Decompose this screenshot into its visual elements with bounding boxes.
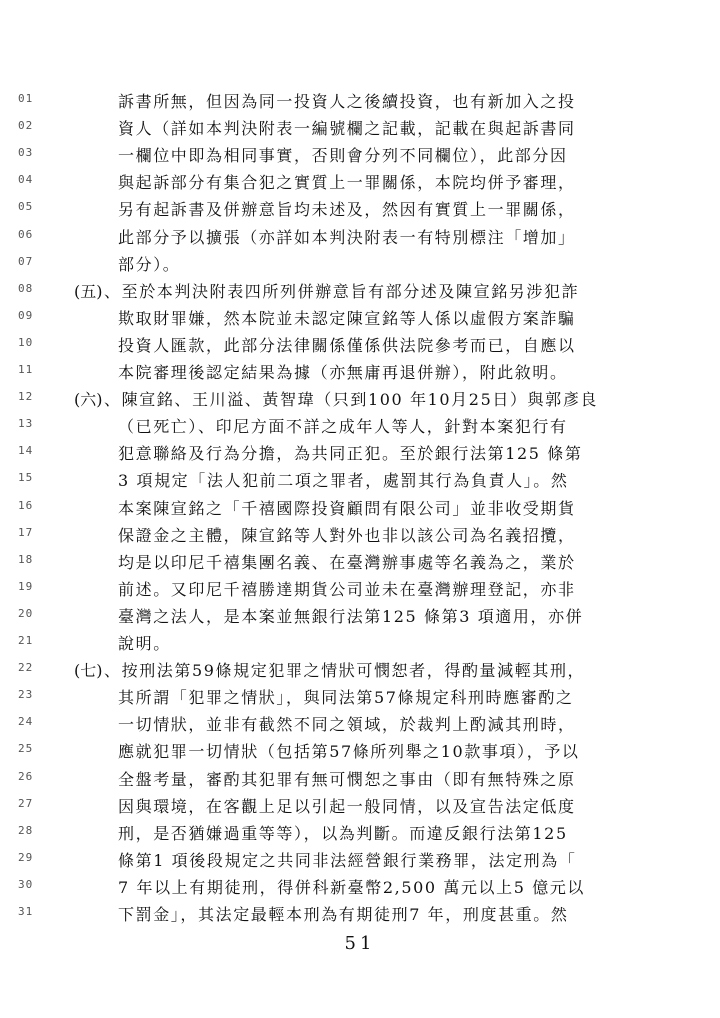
line-number: 22 [18,661,34,675]
text-line [0,793,720,820]
line-number: 01 [18,92,34,105]
line-number: 07 [18,254,34,268]
line-number: 04 [18,173,34,187]
line-text: 3 項規定「法人犯前二項之罪者，處罰其行為負責人」。然 [118,471,569,491]
line-number: 09 [18,308,34,322]
line-number: 28 [18,823,34,837]
text-line [0,115,720,142]
line-number: 15 [18,471,34,485]
text-line [0,820,720,847]
text-line [0,359,720,386]
text-line [0,224,720,251]
line-number: 17 [18,525,34,539]
line-text: 刑，是否猶嫌過重等等），以為判斷。而違反銀行法第125 [118,823,568,843]
line-text: 7 年以上有期徒刑，得併科新臺幣2,500 萬元以上5 億元以 [118,877,586,897]
text-line [0,901,720,928]
line-number: 11 [18,363,34,376]
line-number: 10 [18,335,34,349]
line-text: 本院審理後認定結果為據（亦無庸再退併辦），附此敘明。 [118,363,568,382]
line-text: 訴書所無，但因為同一投資人之後續投資，也有新加入之投 [118,92,576,111]
line-text: 前述。又印尼千禧勝達期貨公司並未在臺灣辦理登記，亦非 [118,579,576,599]
line-number: 27 [18,796,34,810]
text-line [0,711,720,738]
line-text: 保證金之主體，陳宣銘等人對外也非以該公司為名義招攬， [118,525,576,545]
line-text: 另有起訴書及併辦意旨均未述及，然因有實質上一罪關係， [118,200,576,220]
line-number: 05 [18,200,34,214]
text-line [0,630,720,657]
text-line [0,196,720,223]
text-line [0,305,720,332]
text-line [0,657,720,684]
line-text: 一切情狀，並非有截然不同之領域，於裁判上酌減其刑時， [118,715,576,735]
line-number: 02 [18,119,34,133]
line-text: 此部分予以擴張（亦詳如本判決附表一有特別標注「增加」 [118,227,576,247]
text-line [0,413,720,440]
text-line [0,495,720,522]
text-line [0,549,720,576]
line-text: 本案陳宣銘之「千禧國際投資顧問有限公司」並非收受期貨 [118,498,576,518]
text-line [0,142,720,169]
line-text: 說明。 [118,634,171,653]
line-text: 、陳宣銘、王川溢、黃智瑋（只到100 年10月25日）與郭彥良 [104,390,598,410]
line-text: 投資人匯款，此部分法律關係僅係供法院參考而已，自應以 [118,335,576,355]
line-number: 26 [18,769,34,783]
line-number: 25 [18,742,34,756]
line-text: （已死亡）、印尼方面不詳之成年人等人，針對本案犯行有 [118,417,568,437]
line-text: 欺取財罪嫌，然本院並未認定陳宣銘等人係以虛假方案詐騙 [118,308,576,328]
text-line [0,766,720,793]
text-line [0,332,720,359]
line-number: 20 [18,606,34,620]
line-number: 06 [18,227,34,241]
text-line [0,386,720,413]
line-number: 18 [18,552,34,566]
line-number: 23 [18,688,34,702]
text-line [0,603,720,630]
line-text: 條第1 項後段規定之共同非法經營銀行業務罪，法定刑為「 [118,850,577,870]
line-number: 13 [18,417,34,431]
line-text: 下罰金」，其法定最輕本刑為有期徒刑7 年，刑度甚重。然 [118,905,569,924]
line-number: 08 [18,281,34,295]
line-text: 、按刑法第59條規定犯罪之情狀可憫恕者，得酌量減輕其刑， [104,661,586,681]
line-text: 、至於本判決附表四所列併辦意旨有部分述及陳宣銘另涉犯詐 [104,281,580,301]
page-number: 51 [344,933,376,954]
text-line [0,467,720,494]
text-line [0,169,720,196]
section-marker: (六) [74,390,103,410]
text-line [0,88,720,115]
text-line [0,251,720,278]
line-text: 因與環境，在客觀上足以引起一般同情，以及宣告法定低度 [118,796,576,816]
text-line [0,278,720,305]
text-line [0,684,720,711]
line-text: 臺灣之法人，是本案並無銀行法第125 條第3 項適用，亦併 [118,606,584,626]
line-text: 犯意聯絡及行為分擔，為共同正犯。至於銀行法第125 條第 [118,444,583,464]
line-text: 資人（詳如本判決附表一編號欄之記載，記載在與起訴書同 [118,119,576,139]
line-text: 應就犯罪一切情狀（包括第57條所列舉之10款事項），予以 [118,742,580,762]
line-number: 12 [18,390,34,404]
text-line [0,874,720,901]
line-number: 03 [18,146,34,160]
line-number: 30 [18,877,34,891]
section-marker: (五) [74,281,103,301]
text-line [0,522,720,549]
text-line [0,440,720,467]
text-line [0,738,720,765]
line-number: 31 [18,905,34,918]
line-number: 19 [18,579,34,593]
line-text: 全盤考量，審酌其犯罪有無可憫恕之事由（即有無特殊之原 [118,769,576,789]
text-line [0,576,720,603]
line-number: 24 [18,715,34,729]
line-number: 14 [18,444,34,458]
section-marker: (七) [74,661,103,681]
line-text: 部分）。 [118,254,181,274]
line-number: 21 [18,634,34,647]
line-text: 其所謂「犯罪之情狀」，與同法第57條規定科刑時應審酌之 [118,688,574,708]
text-line [0,847,720,874]
line-text: 一欄位中即為相同事實，否則會分列不同欄位），此部分因 [118,146,568,166]
line-number: 29 [18,850,34,864]
line-number: 16 [18,498,34,512]
line-text: 與起訴部分有集合犯之實質上一罪關係，本院均併予審理， [118,173,576,193]
line-text: 均是以印尼千禧集團名義、在臺灣辦事處等名義為之，業於 [118,552,576,572]
